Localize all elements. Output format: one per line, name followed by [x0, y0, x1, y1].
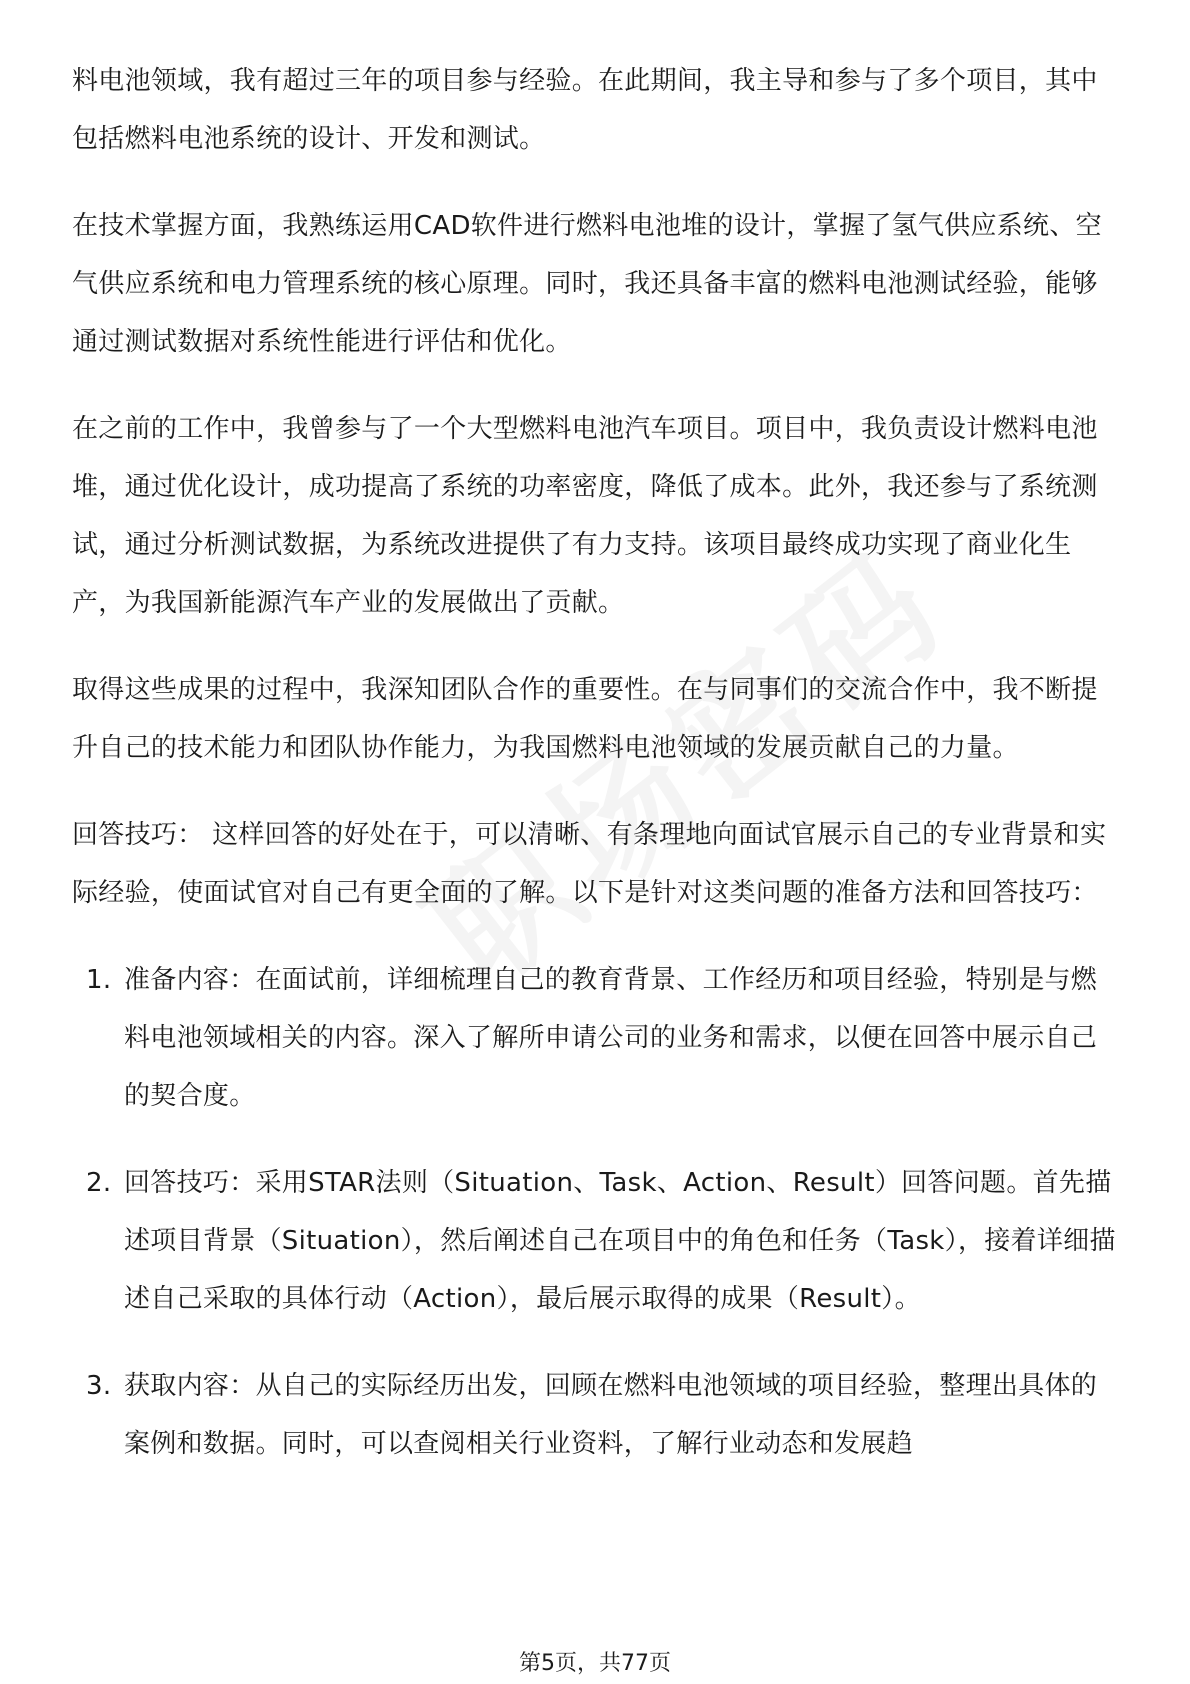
- paragraph-technical-skills: 在技术掌握方面，我熟练运用CAD软件进行燃料电池堆的设计，掌握了氢气供应系统、空气供应系统和电力管理系统的核心原理。同时，我还具备丰富的燃料电池测试经验，能够通过测试数据对系统性能进行评估和优化。: [72, 211, 1102, 357]
- list-item-text: 回答技巧：采用STAR法则（Situation、Task、Action、Result）回答问题。首先描述项目背景（Situation），然后阐述自己在项目中的角色和任务（Task），接着详细描述自己采取的具体行动（Action），最后展示取得的成果（Result）。: [124, 1168, 1116, 1314]
- list-item: [72, 1357, 1122, 1473]
- paragraph-experience-intro: 料电池领域，我有超过三年的项目参与经验。在此期间，我主导和参与了多个项目，其中包括燃料电池系统的设计、开发和测试。: [72, 66, 1098, 154]
- list-number: 1.: [86, 965, 112, 995]
- paragraph-project-experience: 在之前的工作中，我曾参与了一个大型燃料电池汽车项目。项目中，我负责设计燃料电池堆，通过优化设计，成功提高了系统的功率密度，降低了成本。此外，我还参与了系统测试，通过分析测试数据，为系统改进提供了有力支持。该项目最终成功实现了商业化生产，为我国新能源汽车产业的发展做出了贡献。: [72, 414, 1098, 618]
- list-number: 3.: [86, 1371, 112, 1401]
- page-footer: 第5页，共77页: [519, 1651, 671, 1676]
- list-item-text: 准备内容：在面试前，详细梳理自己的教育背景、工作经历和项目经验，特别是与燃料电池领域相关的内容。深入了解所申请公司的业务和需求，以便在回答中展示自己的契合度。: [124, 965, 1098, 1111]
- list-item: [72, 1154, 1122, 1328]
- list-number: 2.: [86, 1168, 112, 1198]
- paragraph-teamwork: 取得这些成果的过程中，我深知团队合作的重要性。在与同事们的交流合作中，我不断提升自己的技术能力和团队协作能力，为我国燃料电池领域的发展贡献自己的力量。: [72, 675, 1098, 763]
- list-item: [72, 951, 1122, 1125]
- paragraph-answer-tips: 回答技巧： 这样回答的好处在于，可以清晰、有条理地向面试官展示自己的专业背景和实际经验，使面试官对自己有更全面的了解。以下是针对这类问题的准备方法和回答技巧：: [72, 820, 1107, 908]
- list-item-text: 获取内容：从自己的实际经历出发，回顾在燃料电池领域的项目经验，整理出具体的案例和数据。同时，可以查阅相关行业资料，了解行业动态和发展趋: [124, 1371, 1098, 1459]
- tips-list: [72, 951, 1122, 1473]
- page-content: [72, 52, 1122, 1502]
